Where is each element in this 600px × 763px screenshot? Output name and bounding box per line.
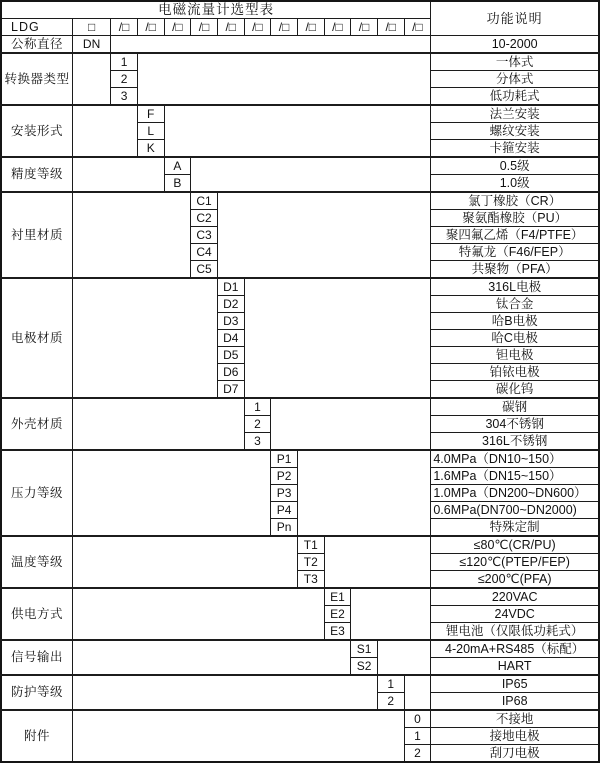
option-code: E3 <box>324 623 351 641</box>
table-title: 电磁流量计选型表 <box>1 1 431 19</box>
spacer-cell <box>244 278 431 398</box>
option-code: T2 <box>297 554 324 571</box>
spacer-cell <box>72 105 137 157</box>
spacer-cell <box>164 105 431 157</box>
option-description: 4.0MPa（DN10~150） <box>431 450 599 468</box>
option-code: F <box>137 105 164 123</box>
option-description: 10-2000 <box>431 36 599 54</box>
option-description: 0.5级 <box>431 157 599 175</box>
option-description: 316L电极 <box>431 278 599 296</box>
option-description: 钛合金 <box>431 296 599 313</box>
category-label: 外壳材质 <box>1 398 72 450</box>
option-description: ≤120℃(PTEP/FEP) <box>431 554 599 571</box>
spacer-cell <box>191 157 431 192</box>
option-description: 哈C电极 <box>431 330 599 347</box>
option-description: HART <box>431 658 599 676</box>
spacer-cell <box>72 192 190 278</box>
option-code: C2 <box>191 210 218 227</box>
option-code: E2 <box>324 606 351 623</box>
option-code: P4 <box>271 502 298 519</box>
option-description: 卡箍安装 <box>431 140 599 158</box>
option-code: C4 <box>191 244 218 261</box>
option-code: L <box>137 123 164 140</box>
category-label: 电极材质 <box>1 278 72 398</box>
option-description: 法兰安装 <box>431 105 599 123</box>
function-description-header: 功能说明 <box>431 1 599 36</box>
category-label: 温度等级 <box>1 536 72 588</box>
category-label: 防护等级 <box>1 675 72 710</box>
option-description: 氯丁橡胶（CR） <box>431 192 599 210</box>
option-description: 铂铱电极 <box>431 364 599 381</box>
option-code: E1 <box>324 588 351 606</box>
option-description: 哈B电极 <box>431 313 599 330</box>
option-description: 0.6MPa(DN700~DN2000) <box>431 502 599 519</box>
spacer-cell <box>297 450 430 536</box>
spacer-cell <box>72 588 324 640</box>
model-code-slot: /□ <box>111 19 138 36</box>
option-code: C3 <box>191 227 218 244</box>
option-description: 螺纹安装 <box>431 123 599 140</box>
option-description: 聚氨酯橡胶（PU） <box>431 210 599 227</box>
option-code: T3 <box>297 571 324 589</box>
category-label: 衬里材质 <box>1 192 72 278</box>
category-label: 附件 <box>1 710 72 762</box>
option-description: IP65 <box>431 675 599 693</box>
option-description: 碳钢 <box>431 398 599 416</box>
option-code: A <box>164 157 191 175</box>
option-description: 聚四氟乙烯（F4/PTFE） <box>431 227 599 244</box>
option-description: 316L不锈钢 <box>431 433 599 451</box>
option-code: 1 <box>111 53 138 71</box>
option-code: 1 <box>244 398 271 416</box>
model-code-slot: /□ <box>137 19 164 36</box>
model-code-slot: /□ <box>324 19 351 36</box>
spacer-cell <box>72 53 110 105</box>
category-label: 安装形式 <box>1 105 72 157</box>
option-code: 2 <box>111 71 138 88</box>
spacer-cell <box>72 398 244 450</box>
model-code-slot: /□ <box>217 19 244 36</box>
option-description: 4-20mA+RS485（标配） <box>431 640 599 658</box>
option-description: ≤200℃(PFA) <box>431 571 599 589</box>
spacer-cell <box>111 36 431 54</box>
option-code: S1 <box>351 640 378 658</box>
option-description: 不接地 <box>431 710 599 728</box>
series-code: LDG <box>1 19 72 36</box>
category-label: 供电方式 <box>1 588 72 640</box>
option-description: 刮刀电极 <box>431 745 599 763</box>
category-label: 压力等级 <box>1 450 72 536</box>
option-description: 220VAC <box>431 588 599 606</box>
spacer-cell <box>351 588 431 640</box>
model-code-slot: /□ <box>191 19 218 36</box>
option-description: 特殊定制 <box>431 519 599 537</box>
option-code: D5 <box>217 347 244 364</box>
model-code-slot: /□ <box>164 19 191 36</box>
option-code: P2 <box>271 468 298 485</box>
option-description: 特氟龙（F46/FEP） <box>431 244 599 261</box>
option-code: 2 <box>404 745 431 763</box>
option-code: D7 <box>217 381 244 399</box>
option-description: 接地电极 <box>431 728 599 745</box>
option-description: 304不锈钢 <box>431 416 599 433</box>
spacer-cell <box>137 53 430 105</box>
category-label: 信号输出 <box>1 640 72 675</box>
option-code: 2 <box>244 416 271 433</box>
option-code: D1 <box>217 278 244 296</box>
model-code-slot: /□ <box>377 19 404 36</box>
spacer-cell <box>217 192 430 278</box>
option-code: 2 <box>377 693 404 711</box>
spacer-cell <box>72 157 164 192</box>
spacer-cell <box>324 536 431 588</box>
option-description: IP68 <box>431 693 599 711</box>
option-description: 1.0级 <box>431 175 599 193</box>
model-code-slot: /□ <box>351 19 378 36</box>
option-description: ≤80℃(CR/PU) <box>431 536 599 554</box>
option-description: 1.6MPa（DN15~150） <box>431 468 599 485</box>
model-code-slot: /□ <box>244 19 271 36</box>
model-code-slot: /□ <box>404 19 431 36</box>
spacer-cell <box>377 640 430 675</box>
spacer-cell <box>72 640 350 675</box>
spacer-cell <box>72 450 270 536</box>
option-description: 分体式 <box>431 71 599 88</box>
option-code: P3 <box>271 485 298 502</box>
category-label: 公称直径 <box>1 36 72 54</box>
option-code: P1 <box>271 450 298 468</box>
spacer-cell <box>72 278 217 398</box>
option-code: 3 <box>244 433 271 451</box>
option-code: S2 <box>351 658 378 676</box>
option-code: D4 <box>217 330 244 347</box>
option-code: C1 <box>191 192 218 210</box>
spacer-cell <box>404 675 431 710</box>
option-description: 锂电池（仅限低功耗式） <box>431 623 599 641</box>
spacer-cell <box>72 536 297 588</box>
option-description: 碳化钨 <box>431 381 599 399</box>
option-description: 低功耗式 <box>431 88 599 106</box>
option-code: Pn <box>271 519 298 537</box>
model-code-slot: /□ <box>271 19 298 36</box>
spacer-cell <box>72 710 404 762</box>
option-code: 3 <box>111 88 138 106</box>
model-code-box: □ <box>72 19 110 36</box>
spacer-cell <box>72 675 377 710</box>
category-label: 转换器类型 <box>1 53 72 105</box>
option-description: 一体式 <box>431 53 599 71</box>
option-code: C5 <box>191 261 218 279</box>
option-code: 1 <box>404 728 431 745</box>
option-code: D3 <box>217 313 244 330</box>
option-description: 钽电极 <box>431 347 599 364</box>
model-code-slot: /□ <box>297 19 324 36</box>
option-code: 1 <box>377 675 404 693</box>
option-code: DN <box>72 36 110 54</box>
option-code: B <box>164 175 191 193</box>
option-description: 24VDC <box>431 606 599 623</box>
option-description: 共聚物（PFA） <box>431 261 599 279</box>
option-code: D6 <box>217 364 244 381</box>
option-code: 0 <box>404 710 431 728</box>
option-description: 1.0MPa（DN200~DN600） <box>431 485 599 502</box>
option-code: T1 <box>297 536 324 554</box>
option-code: D2 <box>217 296 244 313</box>
option-code: K <box>137 140 164 158</box>
category-label: 精度等级 <box>1 157 72 192</box>
spacer-cell <box>271 398 431 450</box>
